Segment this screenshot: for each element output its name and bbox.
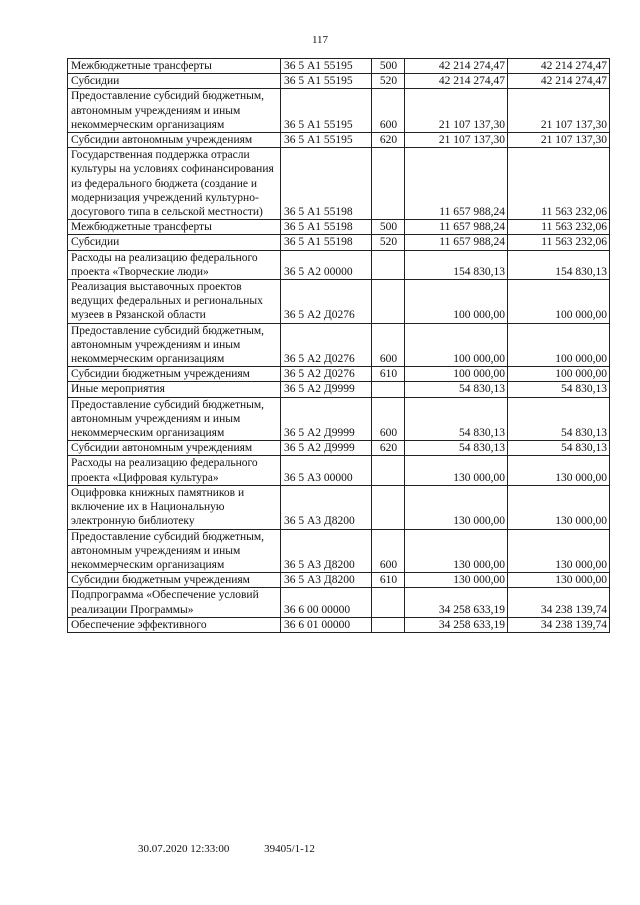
row-amount-1: 11 657 988,24: [405, 235, 508, 250]
row-expense-type: 600: [372, 89, 405, 133]
row-amount-2: 34 238 139,74: [508, 617, 610, 632]
row-name: Расходы на реализацию федерального проекта «Творческие люди»: [68, 250, 281, 279]
row-amount-2: 100 000,00: [508, 367, 610, 382]
table-row: [68, 74, 610, 89]
row-amount-2: 11 563 232,06: [508, 235, 610, 250]
row-amount-1: 54 830,13: [405, 397, 508, 441]
row-name: Субсидии: [68, 74, 281, 89]
row-amount-2: 11 563 232,06: [508, 148, 610, 220]
row-expense-type: 500: [372, 220, 405, 235]
row-amount-2: 34 238 139,74: [508, 588, 610, 617]
row-expense-type: [372, 588, 405, 617]
table-row: [68, 382, 610, 397]
row-amount-1: 154 830,13: [405, 250, 508, 279]
row-code: 36 6 01 00000: [281, 617, 372, 632]
row-amount-2: 154 830,13: [508, 250, 610, 279]
row-name: Обеспечение эффективного: [68, 617, 281, 632]
row-name: Реализация выставочных проектов ведущих федеральных и региональных музеев в Рязанской области: [68, 280, 281, 324]
row-expense-type: [372, 617, 405, 632]
table-row: [68, 485, 610, 529]
table-row: [68, 367, 610, 382]
table-row: [68, 441, 610, 456]
document-footer: [138, 843, 315, 855]
row-name: Иные мероприятия: [68, 382, 281, 397]
budget-table: [67, 58, 610, 633]
row-name: Межбюджетные трансферты: [68, 59, 281, 74]
footer-timestamp: 30.07.2020 12:33:00: [138, 843, 230, 855]
row-code: 36 6 00 00000: [281, 588, 372, 617]
row-expense-type: 600: [372, 323, 405, 367]
row-expense-type: 520: [372, 74, 405, 89]
row-amount-2: 54 830,13: [508, 397, 610, 441]
table-row: [68, 148, 610, 220]
row-amount-2: 21 107 137,30: [508, 133, 610, 148]
row-amount-2: 100 000,00: [508, 323, 610, 367]
row-amount-1: 100 000,00: [405, 280, 508, 324]
row-amount-2: 130 000,00: [508, 573, 610, 588]
row-code: 36 5 А2 Д0276: [281, 280, 372, 324]
row-name: Расходы на реализацию федерального проекта «Цифровая культура»: [68, 456, 281, 485]
table-row: [68, 235, 610, 250]
row-amount-1: 130 000,00: [405, 456, 508, 485]
row-name: Предоставление субсидий бюджетным, автономным учреждениям и иным некоммерческим организациям: [68, 323, 281, 367]
row-code: 36 5 А1 55198: [281, 148, 372, 220]
row-code: 36 5 А2 Д0276: [281, 367, 372, 382]
table-row: [68, 89, 610, 133]
row-amount-1: 34 258 633,19: [405, 617, 508, 632]
row-expense-type: [372, 148, 405, 220]
row-amount-1: 54 830,13: [405, 382, 508, 397]
row-amount-2: 21 107 137,30: [508, 89, 610, 133]
row-amount-1: 21 107 137,30: [405, 133, 508, 148]
table-row: [68, 617, 610, 632]
row-name: Субсидии автономным учреждениям: [68, 441, 281, 456]
row-amount-1: 21 107 137,30: [405, 89, 508, 133]
table-row: [68, 573, 610, 588]
row-amount-1: 130 000,00: [405, 573, 508, 588]
page-number: 117: [311, 34, 329, 46]
row-amount-2: 54 830,13: [508, 441, 610, 456]
row-amount-2: 54 830,13: [508, 382, 610, 397]
table-row: [68, 456, 610, 485]
row-expense-type: [372, 280, 405, 324]
row-code: 36 5 А1 55198: [281, 235, 372, 250]
table-row: [68, 529, 610, 573]
row-expense-type: 610: [372, 367, 405, 382]
row-expense-type: 600: [372, 529, 405, 573]
table-row: [68, 588, 610, 617]
row-amount-1: 130 000,00: [405, 529, 508, 573]
row-code: 36 5 А3 Д8200: [281, 529, 372, 573]
row-amount-2: 130 000,00: [508, 456, 610, 485]
row-amount-1: 34 258 633,19: [405, 588, 508, 617]
row-name: Субсидии: [68, 235, 281, 250]
row-code: 36 5 А1 55198: [281, 220, 372, 235]
row-expense-type: [372, 250, 405, 279]
row-name: Субсидии бюджетным учреждениям: [68, 573, 281, 588]
table-row: [68, 280, 610, 324]
row-code: 36 5 А2 00000: [281, 250, 372, 279]
row-expense-type: 620: [372, 133, 405, 148]
row-amount-2: 130 000,00: [508, 485, 610, 529]
row-name: Предоставление субсидий бюджетным, автономным учреждениям и иным некоммерческим организациям: [68, 89, 281, 133]
table-row: [68, 133, 610, 148]
row-amount-2: 11 563 232,06: [508, 220, 610, 235]
row-code: 36 5 А2 Д0276: [281, 323, 372, 367]
row-expense-type: [372, 382, 405, 397]
row-code: 36 5 А3 Д8200: [281, 573, 372, 588]
row-code: 36 5 А2 Д9999: [281, 397, 372, 441]
row-code: 36 5 А1 55195: [281, 89, 372, 133]
row-amount-1: 11 657 988,24: [405, 148, 508, 220]
row-amount-2: 42 214 274,47: [508, 74, 610, 89]
row-name: Предоставление субсидий бюджетным, автономным учреждениям и иным некоммерческим организациям: [68, 529, 281, 573]
row-code: 36 5 А3 Д8200: [281, 485, 372, 529]
row-name: Подпрограмма «Обеспечение условий реализации Программы»: [68, 588, 281, 617]
row-name: Субсидии бюджетным учреждениям: [68, 367, 281, 382]
table-row: [68, 323, 610, 367]
row-expense-type: [372, 485, 405, 529]
row-name: Государственная поддержка отрасли культуры на условиях софинансирования из федерального бюджета (создание и модернизация учреждений культурно-досугового типа в сельской местности): [68, 148, 281, 220]
budget-table-body: [68, 59, 610, 633]
row-code: 36 5 А2 Д9999: [281, 382, 372, 397]
row-expense-type: 600: [372, 397, 405, 441]
table-row: [68, 59, 610, 74]
table-row: [68, 397, 610, 441]
row-code: 36 5 А3 00000: [281, 456, 372, 485]
row-amount-2: 130 000,00: [508, 529, 610, 573]
row-amount-1: 42 214 274,47: [405, 74, 508, 89]
row-amount-1: 130 000,00: [405, 485, 508, 529]
row-code: 36 5 А2 Д9999: [281, 441, 372, 456]
table-row: [68, 220, 610, 235]
row-code: 36 5 А1 55195: [281, 74, 372, 89]
row-amount-2: 100 000,00: [508, 280, 610, 324]
row-code: 36 5 А1 55195: [281, 133, 372, 148]
table-row: [68, 250, 610, 279]
row-expense-type: 520: [372, 235, 405, 250]
row-name: Предоставление субсидий бюджетным, автономным учреждениям и иным некоммерческим организациям: [68, 397, 281, 441]
row-name: Субсидии автономным учреждениям: [68, 133, 281, 148]
row-amount-1: 42 214 274,47: [405, 59, 508, 74]
row-expense-type: [372, 456, 405, 485]
row-name: Межбюджетные трансферты: [68, 220, 281, 235]
row-expense-type: 620: [372, 441, 405, 456]
row-amount-1: 11 657 988,24: [405, 220, 508, 235]
row-amount-1: 100 000,00: [405, 367, 508, 382]
row-expense-type: 610: [372, 573, 405, 588]
row-amount-1: 100 000,00: [405, 323, 508, 367]
row-code: 36 5 А1 55195: [281, 59, 372, 74]
row-amount-1: 54 830,13: [405, 441, 508, 456]
row-expense-type: 500: [372, 59, 405, 74]
row-name: Оцифровка книжных памятников и включение их в Национальную электронную библиотеку: [68, 485, 281, 529]
row-amount-2: 42 214 274,47: [508, 59, 610, 74]
footer-document-id: 39405/1-12: [264, 843, 315, 855]
